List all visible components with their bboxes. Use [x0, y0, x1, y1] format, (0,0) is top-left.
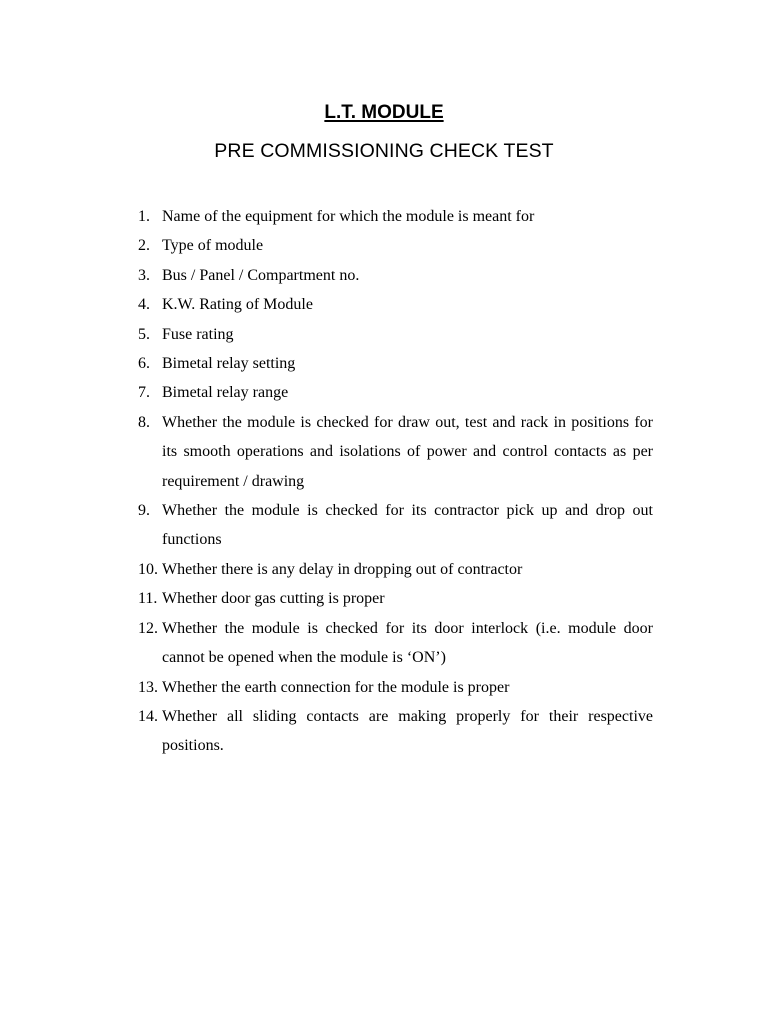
item-number: 12. — [138, 619, 158, 637]
item-number: 3. — [138, 266, 150, 284]
item-text: Bimetal relay range — [162, 384, 289, 402]
item-text: Bus / Panel / Compartment no. — [162, 266, 360, 284]
item-number: 8. — [138, 413, 150, 431]
checklist-item — [138, 555, 653, 584]
item-text: Whether all sliding contacts are making properly for their respective positions. — [162, 707, 653, 755]
document-subtitle: PRE COMMISSIONING CHECK TEST — [214, 140, 554, 162]
item-text: Type of module — [162, 237, 264, 255]
document-title: L.T. MODULE — [324, 102, 444, 123]
item-text: K.W. Rating of Module — [162, 296, 313, 314]
checklist-item — [138, 320, 653, 349]
checklist-item — [138, 290, 653, 319]
checklist — [138, 202, 653, 761]
item-number: 2. — [138, 237, 150, 255]
item-text: Name of the equipment for which the module is meant for — [162, 208, 535, 225]
item-text: Whether door gas cutting is proper — [162, 590, 385, 608]
checklist-item — [138, 584, 653, 613]
checklist-item — [138, 614, 653, 673]
checklist-item — [138, 349, 653, 378]
checklist-item — [138, 408, 653, 496]
item-text: Whether the earth connection for the module is proper — [162, 678, 510, 696]
checklist-item — [138, 702, 653, 761]
item-number: 10. — [138, 560, 158, 578]
item-number: 11. — [138, 590, 158, 608]
checklist-item — [138, 202, 653, 231]
item-text: Fuse rating — [162, 325, 234, 343]
checklist-item — [138, 673, 653, 702]
checklist-item — [138, 231, 653, 260]
item-text: Bimetal relay setting — [162, 355, 296, 373]
item-number: 14. — [138, 707, 158, 725]
item-text: Whether the module is checked for its door interlock (i.e. module door cannot be opened when the module is ‘ON’) — [162, 619, 653, 667]
checklist-item — [138, 496, 653, 555]
item-text: Whether there is any delay in dropping out of contractor — [162, 560, 523, 578]
item-text: Whether the module is checked for its contractor pick up and drop out functions — [162, 502, 653, 549]
item-number: 6. — [138, 355, 150, 373]
item-number: 9. — [138, 502, 150, 520]
item-number: 4. — [138, 296, 150, 314]
item-number: 5. — [138, 325, 150, 343]
item-text: Whether the module is checked for draw out, test and rack in positions for its smooth operations and isolations of power and control contacts as per requirement / drawing — [162, 413, 653, 490]
checklist-item — [138, 261, 653, 290]
item-number: 7. — [138, 384, 150, 402]
item-number: 1. — [138, 208, 150, 225]
checklist-item — [138, 378, 653, 407]
item-number: 13. — [138, 678, 158, 696]
